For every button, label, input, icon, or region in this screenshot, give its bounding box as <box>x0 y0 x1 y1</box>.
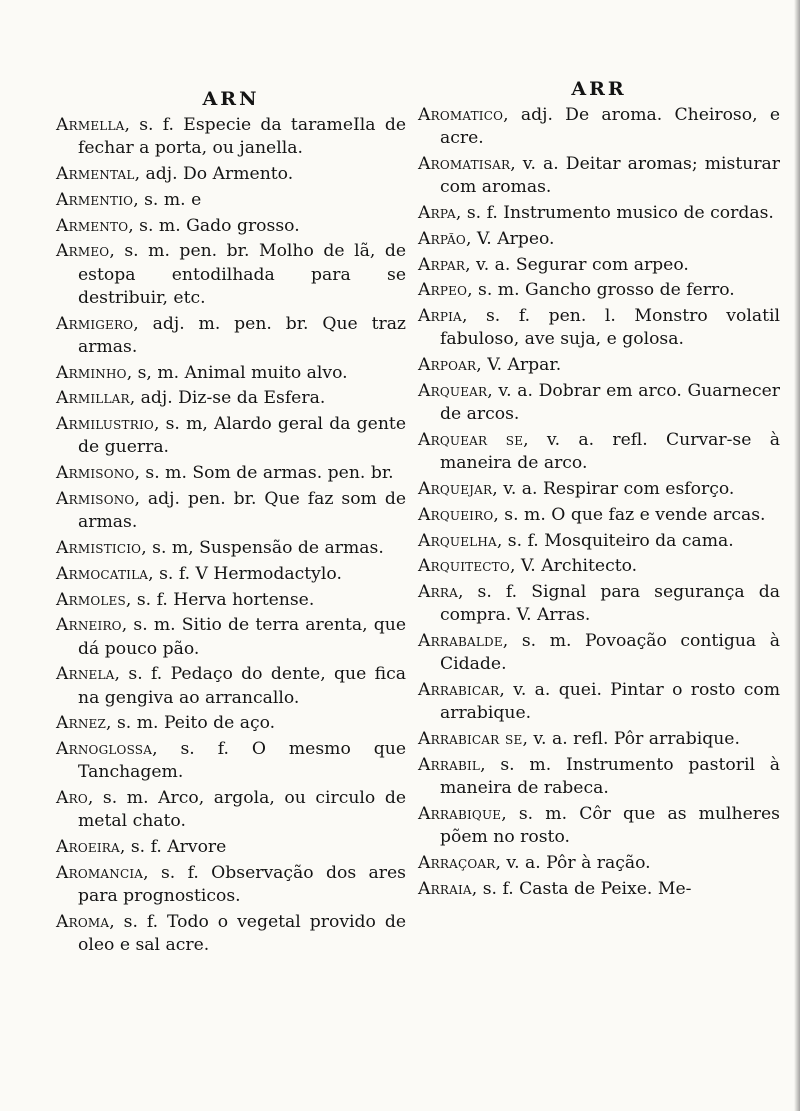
dictionary-entry <box>418 878 780 901</box>
column-header: ARN <box>202 88 260 110</box>
entry-headword: Arpoar <box>418 355 477 376</box>
entry-definition: , s. m. Peito de aço. <box>106 713 276 734</box>
dictionary-entry <box>56 362 406 385</box>
entry-headword: Arrabicar se <box>418 729 523 750</box>
entry-definition: , adj. De aroma. Cheiroso, e acre. <box>440 105 780 149</box>
dictionary-entry <box>418 504 780 527</box>
entry-headword: Arqueiro <box>418 504 494 525</box>
entry-definition: , s. f. Mosquiteiro da cama. <box>496 530 734 551</box>
entry-definition: , adj. Diz-se da Esfera. <box>129 388 326 409</box>
entry-headword: Armisticio <box>56 537 142 558</box>
entry-definition: , s. m. O que faz e vende arcas. <box>493 504 766 525</box>
entry-definition: , adj. Do Armento. <box>134 164 294 184</box>
entry-headword: Arpão <box>418 228 466 249</box>
entry-headword: Arrabicar <box>418 680 500 701</box>
entry-definition: , s. m. Povoação contigua à Cidade. <box>440 631 780 675</box>
dictionary-entry <box>56 387 406 410</box>
entry-headword: Arra <box>418 582 458 603</box>
dictionary-entry <box>56 240 406 310</box>
entry-headword: Aromatico <box>418 105 504 125</box>
dictionary-entry <box>56 589 406 612</box>
entry-headword: Armisono <box>56 463 135 484</box>
right-column <box>418 60 780 904</box>
entry-headword: Arrabil <box>418 754 481 775</box>
dictionary-entry <box>56 836 406 859</box>
entry-headword: Arpar <box>418 254 466 275</box>
entry-definition: , s. f. Casta de Peixe. Me- <box>471 878 692 899</box>
dictionary-entry <box>56 911 406 957</box>
entry-headword: Armilustrio <box>56 414 154 435</box>
entry-definition: , v. a. Dobrar em arco. Guarnecer de arcos. <box>440 380 780 425</box>
entry-definition: , V. Architecto. <box>509 556 638 577</box>
entry-headword: Aromancia <box>56 862 144 883</box>
entry-headword: Arrabalde <box>418 631 503 652</box>
entry-definition: , s. f. Signal para segurança da compra. V. Arras. <box>440 582 780 626</box>
entry-definition: , s. m. e <box>133 189 202 210</box>
dictionary-entry <box>418 228 780 251</box>
entry-list <box>56 114 406 957</box>
left-column <box>56 60 406 960</box>
entry-headword: Arnela <box>56 664 115 685</box>
dictionary-entry <box>56 712 406 735</box>
entry-headword: Aroeira <box>56 837 120 858</box>
dictionary-entry <box>418 581 780 627</box>
dictionary-entry <box>418 254 780 277</box>
entry-definition: , s. f. Pedaço do dente, que fica na gengiva ao arrancallo. <box>78 664 406 708</box>
entry-definition: , s. f. Instrumento musico de cordas. <box>455 203 774 223</box>
entry-definition: , s. f. Todo o vegetal provido de oleo e sal acre. <box>78 911 406 956</box>
entry-definition: , v. a. Deitar aromas; misturar com aromas. <box>440 154 780 198</box>
dictionary-entry <box>56 462 406 485</box>
dictionary-entry <box>56 189 406 212</box>
entry-headword: Arpeo <box>418 280 468 301</box>
entry-headword: Armella <box>56 115 125 135</box>
entry-definition: , v. a. Pôr à ração. <box>495 852 651 873</box>
dictionary-entry <box>418 429 780 475</box>
entry-headword: Arquitecto <box>418 556 510 577</box>
entry-definition: , adj. pen. br. Que faz som de armas. <box>78 488 406 533</box>
dictionary-entry <box>56 413 406 459</box>
dictionary-entry <box>56 114 406 160</box>
entry-headword: Arneiro <box>56 615 122 636</box>
entry-definition: , s. m. pen. br. Molho de lã, de estopa entodilhada para se destribuir, etc. <box>78 241 406 308</box>
entry-definition: , s. m. Gado grosso. <box>128 215 300 236</box>
entry-headword: Aroma <box>56 911 110 932</box>
entry-definition: , s. m. Sitio de terra arenta, que dá pouco pão. <box>78 615 406 659</box>
dictionary-entry <box>418 530 780 553</box>
entry-definition: , s, m. Animal muito alvo. <box>126 362 348 383</box>
dictionary-entry <box>418 104 780 150</box>
dictionary-entry <box>56 663 406 709</box>
dictionary-entry <box>418 679 780 725</box>
dictionary-entry <box>56 488 406 534</box>
dictionary-entry <box>418 852 780 875</box>
entry-definition: , v. a. Respirar com esforço. <box>492 478 735 499</box>
dictionary-entry <box>56 563 406 586</box>
entry-definition: , v. a. refl. Pôr arrabique. <box>522 729 740 750</box>
entry-definition: , s. f. Observação dos ares para prognosticos. <box>78 862 406 907</box>
entry-headword: Armeo <box>56 241 110 262</box>
entry-definition: , v. a. Segurar com arpeo. <box>465 254 689 275</box>
entry-definition: , s. f. Especie da tarameIla de fechar a porta, ou janella. <box>78 115 406 159</box>
entry-definition: , v. a. quei. Pintar o rosto com arrabique. <box>440 680 780 724</box>
entry-headword: Armisono <box>56 488 135 509</box>
dictionary-entry <box>418 803 780 849</box>
entry-headword: Arrabique <box>418 803 502 824</box>
dictionary-entry <box>418 728 780 751</box>
dictionary-entry <box>56 163 406 186</box>
entry-definition: , V. Arpar. <box>476 355 562 376</box>
entry-definition: , s. f. pen. l. Monstro volatil fabuloso, ave suja, e golosa. <box>440 306 780 350</box>
scan-edge-shadow <box>794 0 800 1111</box>
entry-headword: Arquear <box>418 380 488 401</box>
dictionary-entry <box>418 305 780 351</box>
entry-definition: , s. f. Arvore <box>119 837 227 858</box>
dictionary-entry <box>56 313 406 359</box>
entry-definition: , s. f. O mesmo que Tanchagem. <box>78 739 406 783</box>
dictionary-entry <box>418 478 780 501</box>
entry-headword: Arquejar <box>418 478 493 499</box>
entry-headword: Armillar <box>56 388 130 409</box>
entry-definition: , s. m, Suspensão de armas. <box>141 537 384 558</box>
dictionary-entry <box>418 202 780 225</box>
entry-headword: Aro <box>56 788 88 809</box>
entry-headword: Armento <box>56 215 129 236</box>
dictionary-entry <box>56 537 406 560</box>
dictionary-entry <box>418 630 780 676</box>
column-header: ARR <box>571 78 627 100</box>
dictionary-entry <box>418 153 780 199</box>
entry-definition: , s. m. Côr que as mulheres põem no rosto. <box>440 803 780 848</box>
dictionary-entry <box>418 354 780 377</box>
entry-definition: , s. m. Arco, argola, ou circulo de metal chato. <box>78 788 406 832</box>
entry-headword: Arquear se <box>418 429 524 450</box>
entry-headword: Arpia <box>418 306 462 327</box>
entry-definition: , s. m. Gancho grosso de ferro. <box>467 280 735 301</box>
entry-headword: Armental <box>56 164 135 184</box>
dictionary-entry <box>56 787 406 833</box>
entry-definition: , adj. m. pen. br. Que traz armas. <box>78 313 406 357</box>
entry-definition: , s. f. V Hermodactylo. <box>148 563 342 584</box>
entry-list <box>418 104 780 901</box>
entry-headword: Arpa <box>418 203 456 223</box>
entry-definition: , V. Arpeo. <box>465 228 555 249</box>
entry-definition: , s. m, Alardo geral da gente de guerra. <box>78 414 406 458</box>
entry-headword: Aromatisar <box>418 154 511 174</box>
dictionary-entry <box>56 738 406 784</box>
entry-headword: Arnez <box>56 713 107 734</box>
entry-headword: Armigero <box>56 313 134 334</box>
entry-headword: Armoles <box>56 589 126 610</box>
dictionary-entry <box>418 754 780 800</box>
entry-definition: , s. m. Som de armas. pen. br. <box>134 463 394 484</box>
dictionary-entry <box>418 555 780 578</box>
entry-headword: Arnoglossa <box>56 739 153 760</box>
entry-headword: Armocatila <box>56 563 149 584</box>
dictionary-entry <box>418 380 780 426</box>
entry-headword: Arquelha <box>418 530 497 551</box>
entry-headword: Arraçoar <box>418 852 496 873</box>
dictionary-entry <box>56 862 406 908</box>
entry-definition: , s. m. Instrumento pastoril à maneira de rabeca. <box>440 754 780 799</box>
entry-definition: , s. f. Herva hortense. <box>125 589 315 610</box>
dictionary-entry <box>56 215 406 238</box>
entry-definition: , v. a. refl. Curvar-se à maneira de arco. <box>440 429 780 474</box>
entry-headword: Arraia <box>418 878 472 899</box>
entry-headword: Arminho <box>56 362 127 383</box>
dictionary-entry <box>418 279 780 302</box>
dictionary-entry <box>56 614 406 660</box>
entry-headword: Armentio <box>56 189 134 210</box>
